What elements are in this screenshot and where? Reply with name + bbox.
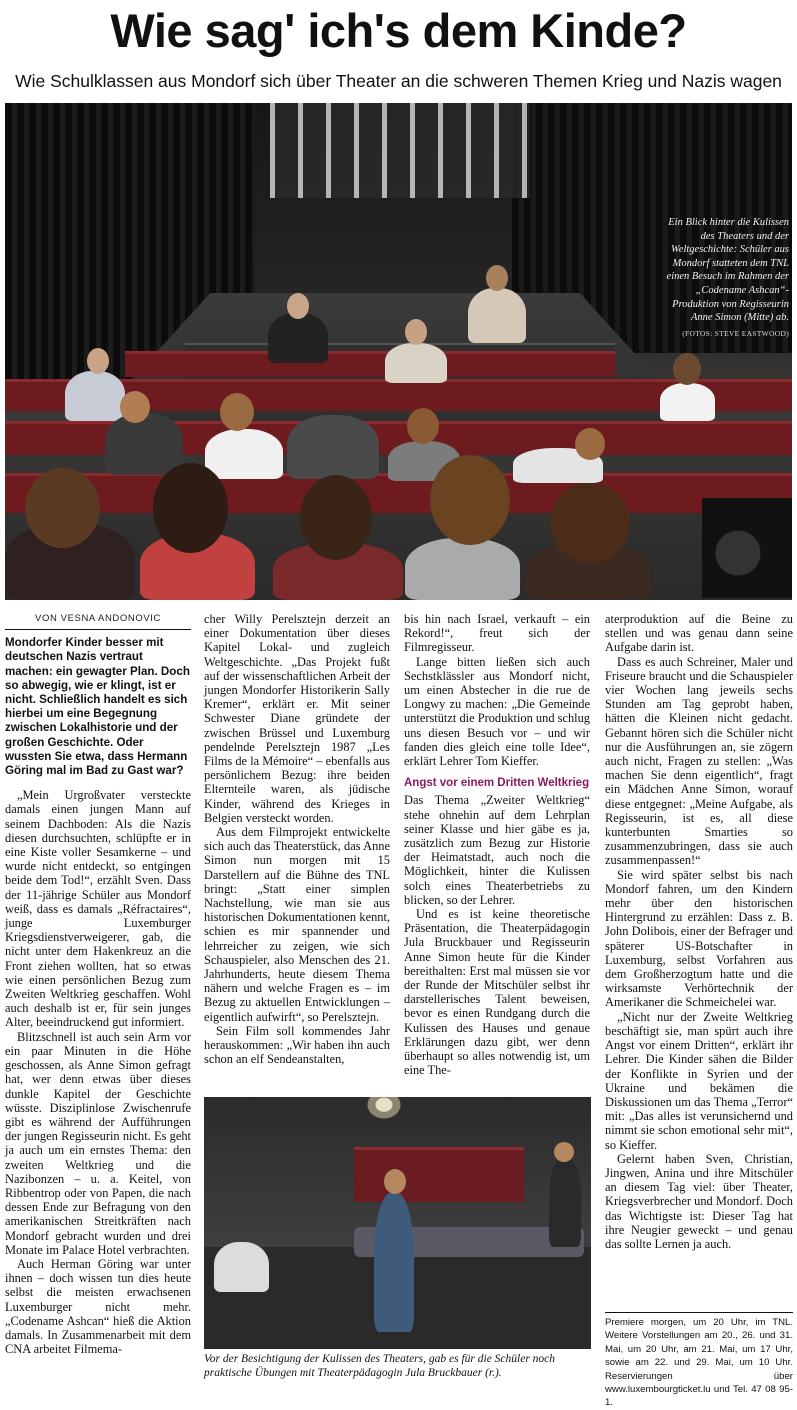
person [385,343,447,383]
person-head [287,293,309,319]
backstage-set [270,103,530,198]
person-head [405,319,427,345]
paragraph: Auch Herman Göring war unter ihnen – doch wissen tun dies heute selbst die meisten erwachsenen Luxemburger nicht mehr. „Codename Ashcan“ hieß die Aktion damals. In Zusammenarbeit mit dem CNA arbeitet Filmema- [5,1256,191,1357]
main-photo-caption-text: Ein Blick hinter die Kulissen des Theaters und der Weltgeschichte: Schüler aus Mondorf statteten dem TNL einen Besuch im Rahmen der „Codename Ashcan“-Produktion von Regisseurin Anne Simon (Mitte) ab. [666,217,789,324]
paragraph: Das Thema „Zweiter Weltkrieg“ stehe ohnehin auf dem Lehrplan seiner Klasse und hier gäbe es ja, zusätzlich zum Bezug zur Historie der Heimatstadt, auch noch die Möglichkeit, hinter die Kulissen solch eines Theaterbetriebs zu blicken, so der Lehrer. [404,793,590,907]
column-4 [605,612,793,1251]
paragraph: bis hin nach Israel, verkauft – ein Rekord!“, freut sich der Filmregisseur. [404,612,590,655]
person-head [486,265,508,291]
column-3 [404,612,590,1078]
main-photo-caption [659,216,789,340]
person-head [430,455,510,545]
video-camera [702,498,792,598]
person-head [153,463,228,553]
person [205,429,283,479]
chandelier [362,1097,406,1123]
person-head [554,1142,574,1162]
person [549,1157,581,1247]
person [405,538,520,600]
main-photo [5,103,792,600]
workshop-photo [204,1097,591,1349]
paragraph: Blitzschnell ist auch sein Arm vor ein paar Minuten in die Höhe geschossen, als Anne Simon gefragt hat, wer denn etwas über dieses dunkle Kapitel der Geschichte wüsste. Disziplinlose Zwischenrufe gibt es während der Aufführungen der jungen Regisseurin nicht. Es geht ja auch um ein ernstes Thema: den zweiten Weltkrieg und die Nazibonzen – u. a. Keitel, von Ribbentrop oder von Papen, die nach dessen Ende zur Befragung von den amerikanischen Streitkräften nach Mondorf gebracht wurden und drei Monate im Palace Hotel verbrachten. [5,1029,191,1257]
person [65,371,125,421]
person-head [384,1169,406,1194]
paragraph: cher Willy Perelsztejn derzeit an einer Dokumentation über dieses Kapitel Lokal- und zugleich Weltgeschichte. „Das Projekt fußt auf der wissenschaftlichen Arbeit der jungen Mondorfer Historikerin Sally Kremer“, erklärt er. Mit seiner Schwester Diane gründete der zwischen Brüssel und Luxemburg pendelnde Perelsztejn 1987 „Les Films de la Mémoire“ – ebenfalls aus persönlichem Bezug: ihre beiden Elternteile waren, als jüdische Kinder, während des Krieges in Belgien versteckt worden. [204,612,390,825]
column-2 [204,612,390,1067]
paragraph: „Mein Urgroßvater versteckte damals einen jungen Mann auf seinem Dachboden: Als die Nazis diesen durchsuchten, schlüpfte er in eine Kiste voller Sesamkerne – und wurde nicht entdeckt, so entgingen beide dem Tod!“, erzählt Sven. Dass der 11-jährige Schüler aus Mondorf weiß, dass es damals „Réfractaires“, junge Luxemburger Kriegsdienstverweigerer, gab, die nicht unter dem Hakenkreuz an die Front ziehen wollten, hat so etwas wie einen persönlichen Bezug zum Zweiten Weltkrieg geschaffen. Wohl auch deshalb ist er, für sein junges Alter, beeindruckend gut informiert. [5,788,191,1030]
person-head [407,408,439,444]
person-head [220,393,254,431]
person [105,413,183,475]
person-head [300,475,372,560]
paragraph: Aus dem Filmprojekt entwickelte sich auch das Theaterstück, das Anne Simon nun morgen mit 15 Darstellern auf die Bühne des TNL bringt: „Statt einer simplen Nachstellung, wie man sie aus historischen Dokumentationen kennt, schien es mir spannender und lehrreicher zu zeigen, wie sich Schauspieler, also Menschen des 21. Jahrhunderts, heute diesem Thema nähern und welche Fragen es – im Bezug zu aktuellen Entwicklungen – eigentlich aufwirft“, so Perelsztejn. [204,825,390,1024]
paragraph: Sein Film soll kommendes Jahr herauskommen: „Wir haben ihn auch schon an elf Sendeanstalten, [204,1023,390,1067]
person [660,383,715,421]
seat-row [125,351,615,377]
person-head [25,468,100,548]
performance-info-box: Premiere morgen, um 20 Uhr, im TNL. Weitere Vorstellungen am 20., 26. und 31. Mai, um 20 Uhr, am 21. Mai, um 17 Uhr, sowie am 22. und 29. Mai, um 10 Uhr. Reservierungen über www.luxembourgticket.lu und Tel. 47 08 95-1. [605,1312,793,1410]
paragraph: Dass es auch Schreiner, Maler und Friseure braucht und die Schauspieler vier Wochen lang jeweils sechs Stunden am Tag geprobt haben, hätten die Kleinen nicht gedacht. Gebannt hören sich die Schüler nicht nur die Ausführungen an, sie zögern auch nicht, Fragen zu stellen: „Was machen Sie denn eigentlich“, fragt ein Mädchen Anne Simon, worauf diese entgegnet: „Meine Aufgabe, als Regisseurin, ist es, all diese kunterbunten Smarties so zusammenzubringen, dass sie auch zusammenpassen!“ [605,654,793,868]
person [374,1192,414,1332]
person [468,288,526,343]
paragraph: Lange bitten ließen sich auch Sechstklässler aus Mondorf nicht, um einen Abstecher in die rue de Longwy zu machen: „Die Gemeinde unterstützt die Produktion und schlug uns diesen Besuch vor – und wir fanden dies gleich eine tolle Idee“, erklärt Lehrer Tom Kieffer. [404,654,590,769]
subtitle: Wie Schulklassen aus Mondorf sich über Theater an die schweren Themen Krieg und Nazis wagen [15,71,782,91]
stage-seats [354,1147,524,1202]
photo-credit: (FOTOS: STEVE EASTWOOD) [682,328,789,338]
person-head [550,483,630,563]
person-head [673,353,701,385]
paragraph: Und es ist keine theoretische Präsentation, die Theaterpädagogin Jula Bruckbauer und Regisseurin Anne Simon heute für die Kinder bereithalten: Erst mal müssen sie vor der Runde der Mitschüler selbst ihr darstellerisches Talent beweisen, bevor es einen Rundgang durch die Kulissen des Hauses und genaue Erklärungen dazu gibt, wer denn überhaupt so alles notwendig ist, um eine The- [404,907,590,1078]
paragraph: „Nicht nur der Zweite Weltkrieg beschäftigt sie, man spürt auch ihre Angst vor einem Dritten“, erklärt ihr Lehrer. Die Kinder sähen die Bilder der Konflikte in Syrien und der Ukraine und bekämen die Diskussionen um das Thema „Terror“ mit: „Das alles ist verunsichernd und nimmt sie schon emotional sehr mit“, so Kieffer. [605,1009,793,1152]
person [214,1242,269,1292]
person [287,415,379,479]
paragraph: Sie wird später selbst bis nach Mondorf fahren, um den Kindern mehr über den historischen Hintergrund zu erzählen: Dass z. B. John Dolibois, einer der Befrager und späterer US-Botschafter in Luxemburg, selbst Vorfahren aus dem Großherzogtum hatte und die wirksamste Verhörtechnik der Amerikaner die Schmeichelei war. [605,867,793,1010]
person [268,313,328,363]
paragraph: aterproduktion auf die Beine zu stellen und was genau dann seine Aufgabe darin ist. [605,612,793,655]
paragraph: Gelernt haben Sven, Christian, Jingwen, Anina und ihre Mitschüler an diesem Tag viel: über Theater, Kriegsverbrecher und Mondorf. Doch das Wichtigste ist: Dieser Tag hat ihre Neugier geweckt – und genau das sollte Lernen ja auch. [605,1151,793,1251]
lead-paragraph: Mondorfer Kinder besser mit deutschen Nazis vertraut machen: ein gewagter Plan. Doch so abwegig, wie er klingt, ist er nicht. Schließlich handelt es sich hierbei um eine Begegnung zwischen Lokalhistorie und der großen Geschichte. Oder wussten Sie etwa, dass Hermann Göring mal im Bad zu Gast war? [5,636,190,778]
byline: VON VESNA ANDONOVIC [5,612,191,630]
person-head [87,348,109,374]
section-subheading: Angst vor einem Dritten Weltkrieg [404,777,590,790]
page-title: Wie sag' ich's dem Kinde? [110,4,687,57]
workshop-photo-caption: Vor der Besichtigung der Kulissen des Theaters, gab es für die Schüler noch praktische Übungen mit Theaterpädagogin Jula Bruckbauer (r.). [204,1353,556,1379]
person-head [575,428,605,460]
column-1 [5,612,191,1356]
person-head [120,391,150,423]
